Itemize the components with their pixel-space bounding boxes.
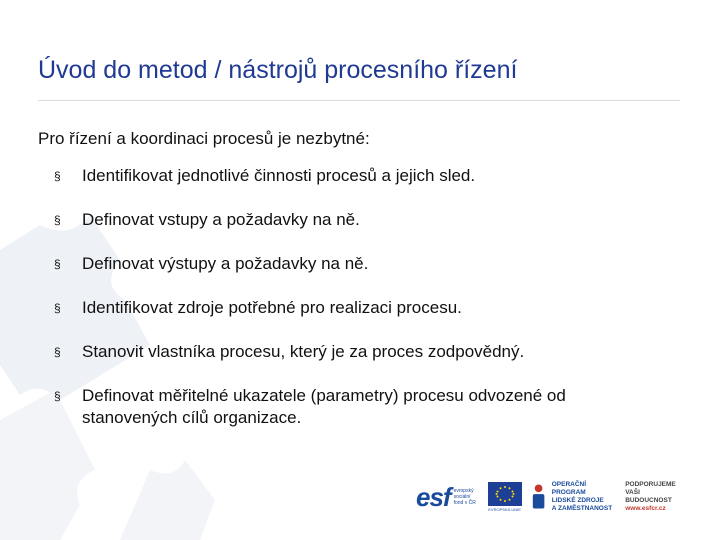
op-line: LIDSKÉ ZDROJE — [551, 497, 604, 504]
esf-logo-word: esf — [416, 481, 451, 512]
list-item — [54, 209, 654, 231]
footer-logos — [416, 478, 686, 516]
eu-logo — [488, 482, 522, 512]
esf-logo-subtitle: evropský sociální fond v ČR — [453, 488, 476, 506]
bullet-text: Identifikovat jednotlivé činnosti procesů a jejich sled. — [82, 166, 476, 185]
bullet-text: Definovat výstupy a požadavky na ně. — [82, 254, 369, 273]
op-line: A ZAMĚSTNANOST — [551, 505, 613, 512]
list-item — [54, 297, 654, 319]
eu-logo-caption: EVROPSKÁ UNIE — [488, 507, 521, 512]
bullet-marker: § — [54, 345, 61, 359]
bullet-marker: § — [54, 389, 61, 403]
list-item — [54, 253, 654, 275]
support-url: www.esfcr.cz — [625, 505, 666, 512]
op-logo — [528, 481, 620, 513]
support-line: PODPORUJEME — [625, 481, 676, 488]
bullet-text: Definovat vstupy a požadavky na ně. — [82, 210, 360, 229]
bullet-text: Definovat měřitelné ukazatele (parametry) procesu odvozené od stanovených cílů organizace. — [82, 386, 566, 427]
bullet-list — [54, 165, 654, 451]
bullet-marker: § — [54, 213, 61, 227]
intro-text: Pro řízení a koordinaci procesů je nezbytné: — [38, 129, 370, 148]
bullet-marker: § — [54, 257, 61, 271]
list-item — [54, 165, 654, 187]
bullet-text: Stanovit vlastníka procesu, který je za proces zodpovědný. — [82, 342, 525, 361]
eu-flag-icon — [488, 482, 522, 506]
bullet-marker: § — [54, 169, 61, 183]
list-item — [54, 341, 654, 363]
list-item — [54, 385, 654, 429]
op-figure-icon — [528, 483, 549, 511]
bullet-marker: § — [54, 301, 61, 315]
op-line: OPERAČNÍ PROGRAM — [551, 481, 587, 496]
support-logo — [625, 481, 686, 513]
title-divider — [38, 100, 680, 101]
slide-title: Úvod do metod / nástrojů procesního řízení — [38, 56, 518, 84]
support-line: VAŠI BUDOUCNOST — [625, 489, 672, 504]
bullet-text: Identifikovat zdroje potřebné pro realizaci procesu. — [82, 298, 462, 317]
esf-logo — [416, 482, 482, 513]
